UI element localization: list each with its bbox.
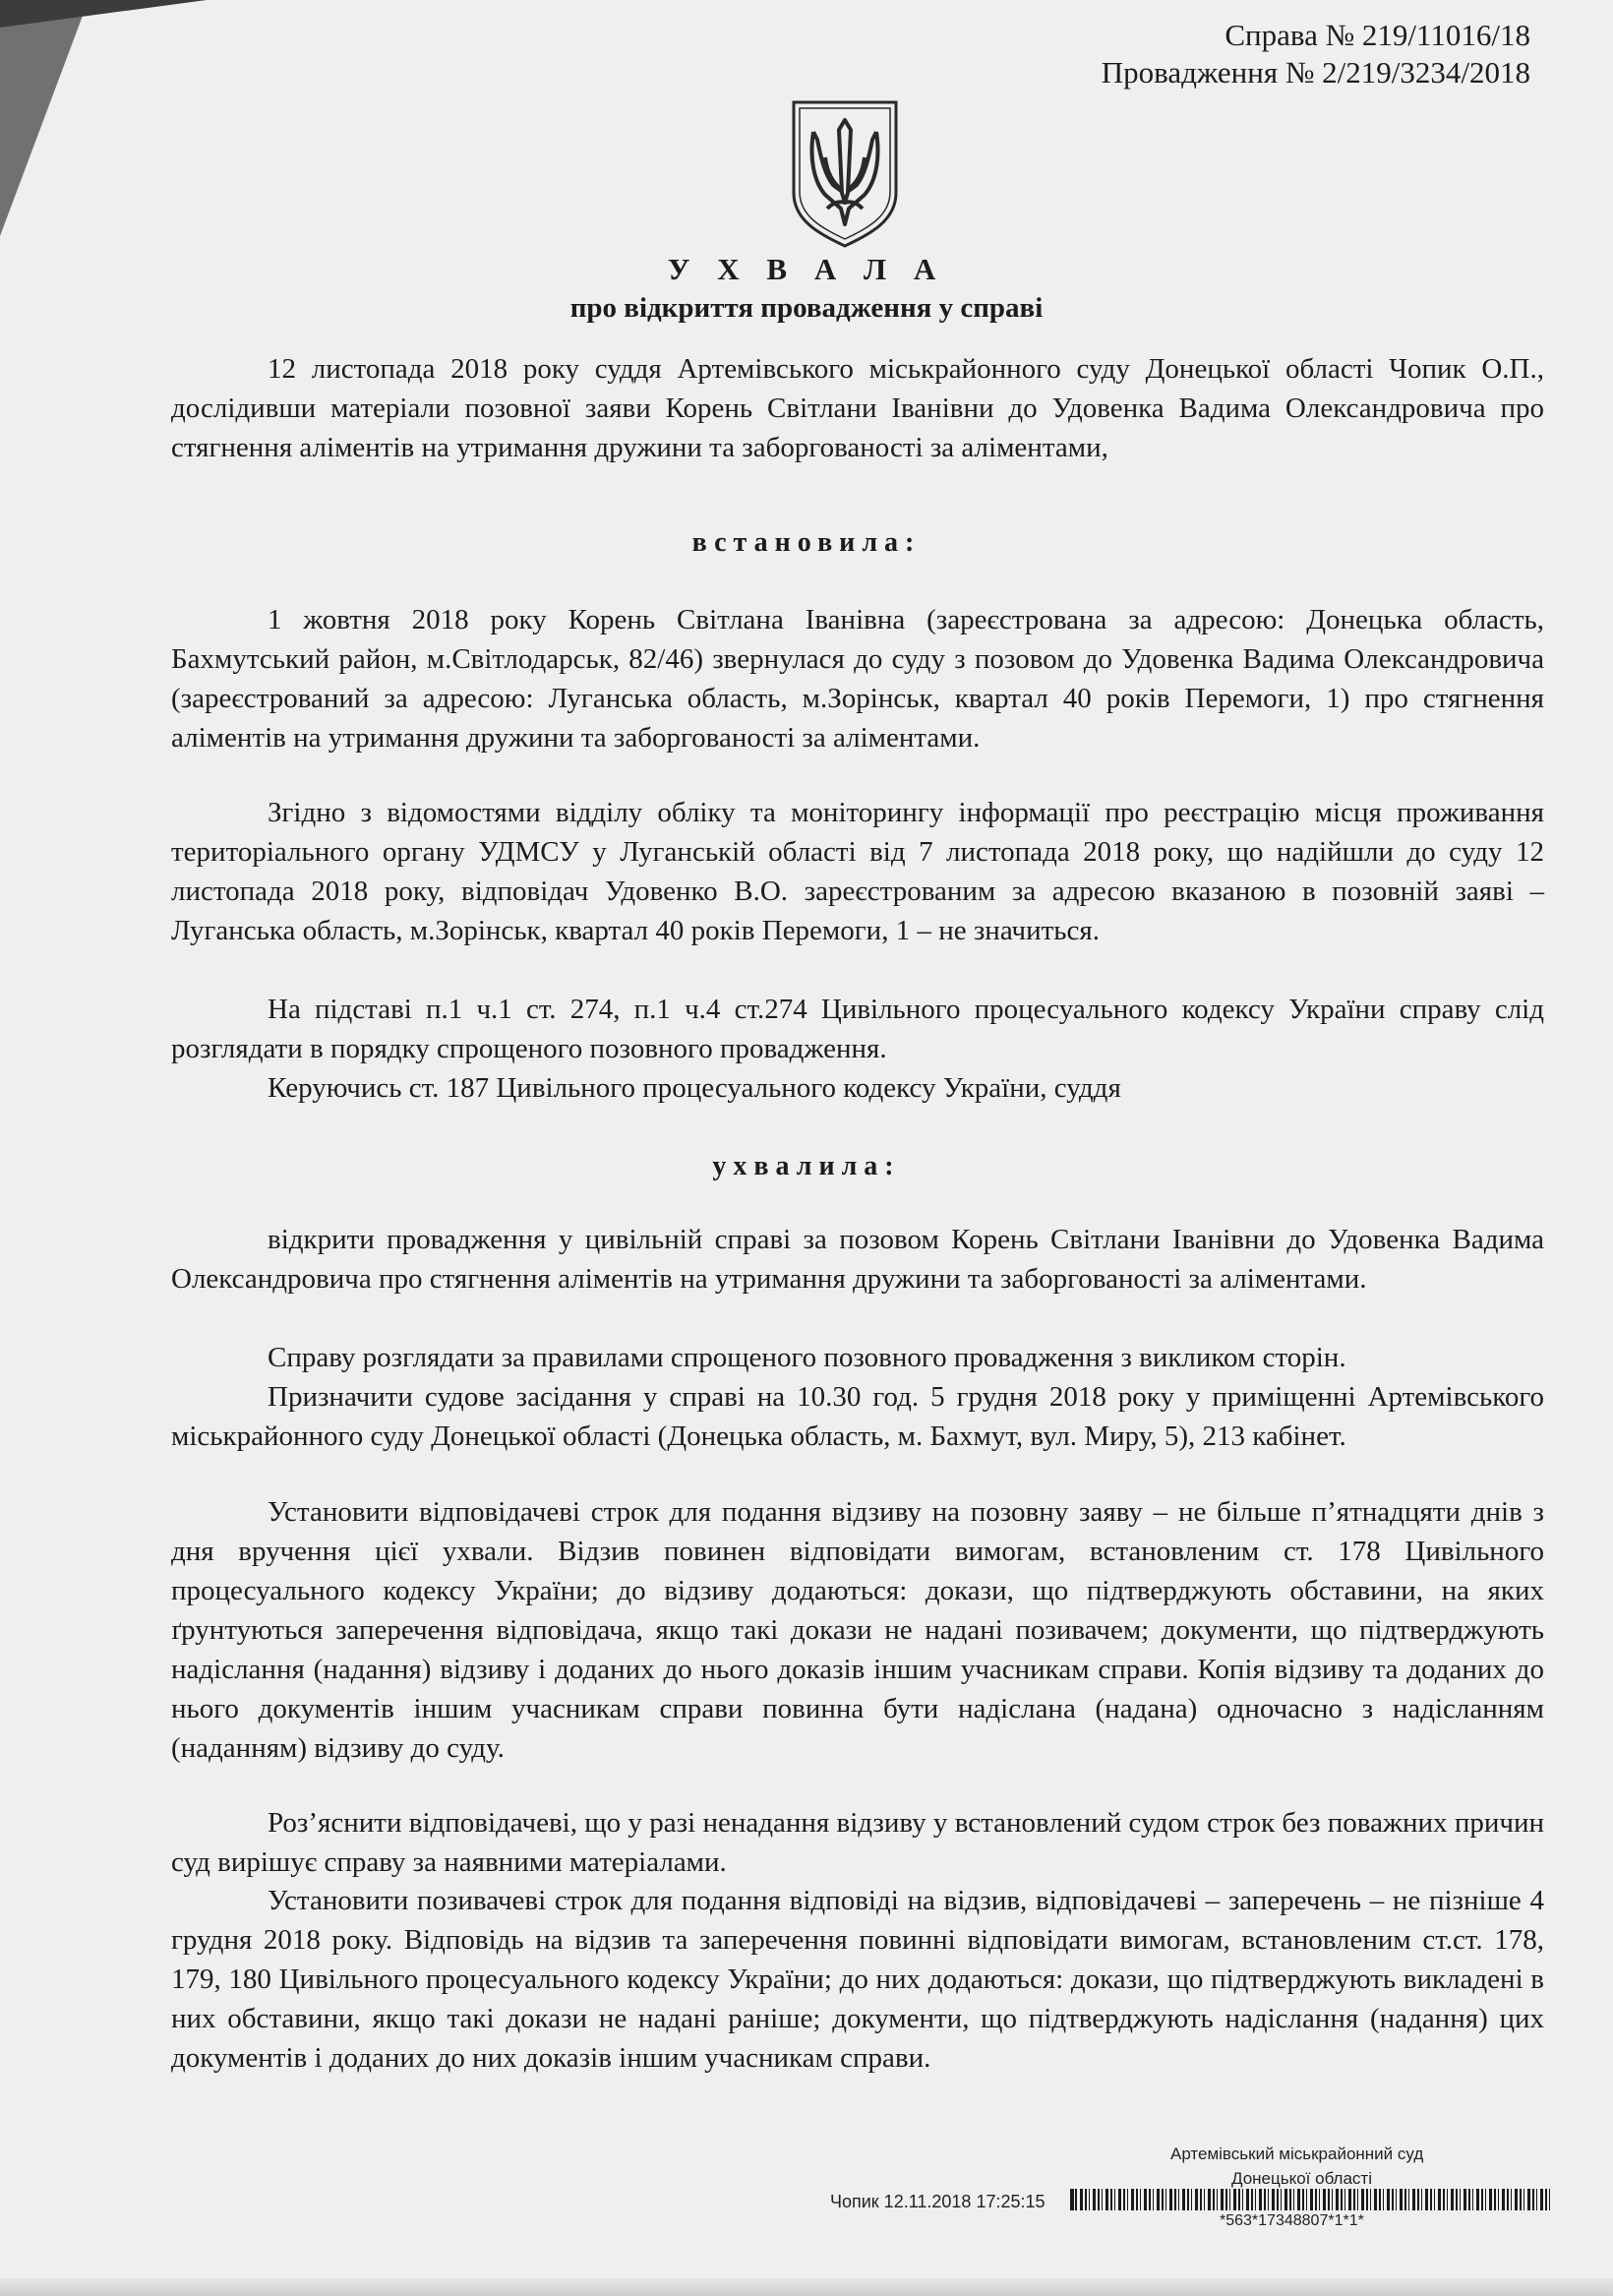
- ruled-paragraph: Роз’яснити відповідачеві, що у разі ненадання відзиву у встановлений судом строк без поважних причин суд вирішує справу за наявними матеріалами.: [171, 1807, 1544, 1878]
- case-number: Справа № 219/11016/18: [1225, 18, 1530, 52]
- page-corner-shadow-top: [0, 0, 207, 28]
- proceeding-number: Провадження № 2/219/3234/2018: [1101, 55, 1530, 90]
- barcode: [1072, 2189, 1550, 2210]
- ruled-paragraph: Установити відповідачеві строк для подання відзиву на позовну заяву – не більше п’ятнадцяти днів з дня вручення цієї ухвали. Відзив повинен відповідати вимогам, встановленим ст. 178 Цивільного процесуального кодексу України; до відзиву додаються: докази, що підтверджують обставини, на яких ґрунтуються заперечення відповідача, якщо такі докази не надані позивачем; документи, що підтверджують надіслання (надання) відзиву і доданих до нього доказів іншим учасникам справи. Копія відзиву та доданих до нього документів іншим учасникам справи повинна бути надіслана (надана) одночасно з надісланням (наданням) відзиву до суду.: [171, 1496, 1544, 1764]
- established-paragraph: На підставі п.1 ч.1 ст. 274, п.1 ч.4 ст.274 Цивільного процесуального кодексу України справу слід розглядати в порядку спрощеного позовного провадження.: [171, 994, 1544, 1064]
- stamp-region: Донецької області: [1231, 2169, 1372, 2188]
- section-heading-established: встановила:: [691, 527, 922, 558]
- established-paragraph: 1 жовтня 2018 року Корень Світлана Іванівна (зареєстрована за адресою: Донецька область, Бахмутський район, м.Світлодарськ, 82/46) звернулася до суду з позовом до Удовенка Вадима Олександровича (зареєстрований за адресою: Луганська область, м.Зорінськ, квартал 40 років Перемоги, 1) про стягнення аліментів на утримання дружини та заборгованості за аліментами.: [171, 604, 1544, 754]
- ruled-paragraph: Справу розглядати за правилами спрощеного позовного провадження з викликом сторін.: [268, 1342, 1346, 1373]
- barcode-number: *563*17348807*1*1*: [1220, 2212, 1364, 2229]
- page-corner-shadow: [0, 0, 89, 236]
- trident-emblem-icon: [790, 98, 900, 248]
- stamp-court-name: Артемівський міськрайонний суд: [1170, 2145, 1424, 2163]
- document-subtitle: про відкриття провадження у справі: [569, 292, 1044, 324]
- page-bottom-edge: [0, 2278, 1613, 2296]
- stamp-signature: Чопик 12.11.2018 17:25:15: [830, 2192, 1045, 2211]
- established-paragraph: Згідно з відомостями відділу обліку та моніторингу інформації про реєстрацію місця проживання територіального органу УДМСУ у Луганській області від 7 листопада 2018 року, що надійшли до суду 12 листопада 2018 року, відповідач Удовенко В.О. зареєстрованим за адресою вказаною в позовній заяві – Луганська область, м.Зорінськ, квартал 40 років Перемоги, 1 – не значиться.: [171, 797, 1544, 946]
- ruled-paragraph: Призначити судове засідання у справі на 10.30 год. 5 грудня 2018 року у приміщенні Артемівського міськрайонного суду Донецької області (Донецька область, м. Бахмут, вул. Миру, 5), 213 кабінет.: [171, 1381, 1544, 1452]
- ruled-paragraph: Установити позивачеві строк для подання відповіді на відзив, відповідачеві – заперечень – не пізніше 4 грудня 2018 року. Відповідь на відзив та заперечення повинні відповідати вимогам, встановленим ст.ст. 178, 179, 180 Цивільного процесуального кодексу України; до них додаються: докази, що підтверджують викладені в них обставини, якщо такі докази не надані раніше; документи, що підтверджують надіслання (надання) цих документів і доданих до них доказів іншим учасникам справи.: [171, 1885, 1544, 2074]
- ruled-paragraph: відкрити провадження у цивільній справі за позовом Корень Світлани Іванівни до Удовенка Вадима Олександровича про стягнення аліментів на утримання дружини та заборгованості за аліментами.: [171, 1224, 1544, 1295]
- section-heading-ruled: ухвалила:: [712, 1151, 901, 1181]
- document-title: У Х В А Л А: [667, 252, 946, 286]
- intro-paragraph: 12 листопада 2018 року суддя Артемівського міськрайонного суду Донецької області Чопик О.П., дослідивши матеріали позовної заяви Корень Світлани Іванівни до Удовенка Вадима Олександровича про стягнення аліментів на утримання дружини та заборгованості за аліментами,: [171, 353, 1544, 463]
- established-paragraph: Керуючись ст. 187 Цивільного процесуального кодексу України, суддя: [268, 1072, 1121, 1104]
